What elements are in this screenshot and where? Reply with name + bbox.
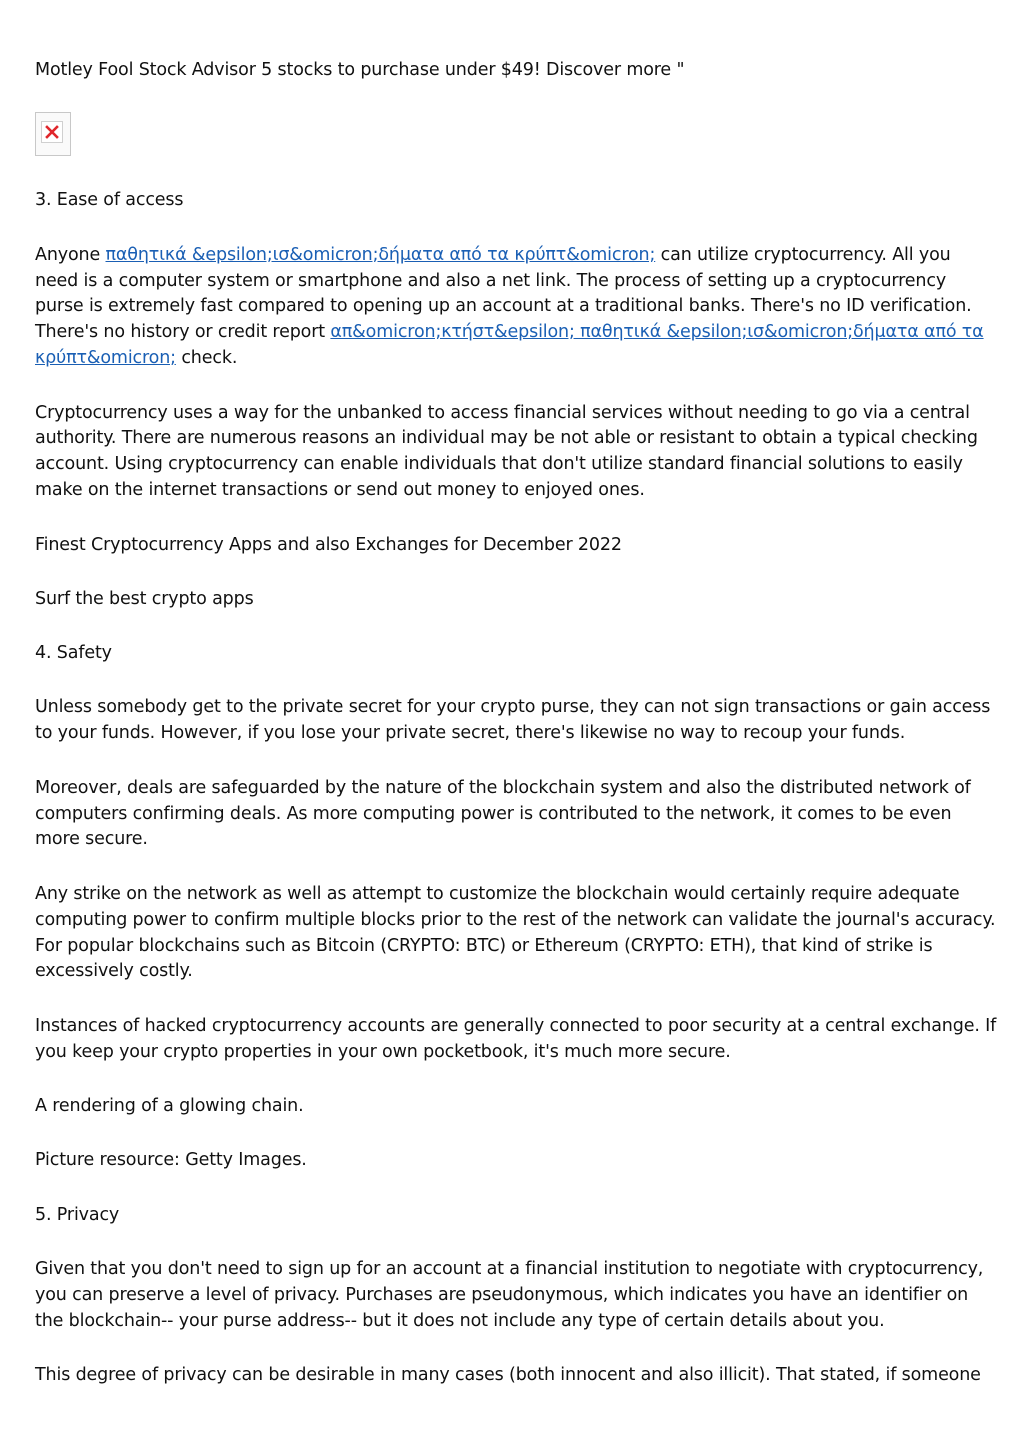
paragraph-surf-apps: Surf the best crypto apps [35, 588, 254, 609]
paragraph-blockchain-safeguard: Moreover, deals are safeguarded by the nature of the blockchain system and also the distributed network of computers confirming deals. As more computing power is contributed to the network, it comes to be even more secure. [35, 777, 971, 850]
paragraph-hacked-accounts: Instances of hacked cryptocurrency accounts are generally connected to poor security at a central exchange. If you keep your crypto properties in your own pocketbook, it's much more secure. [35, 1015, 997, 1062]
section-heading-safety: 4. Safety [35, 643, 112, 664]
section-heading-privacy: 5. Privacy [35, 1204, 120, 1225]
paragraph-best-apps: Finest Cryptocurrency Apps and also Exchanges for December 2022 [35, 534, 622, 555]
earn-passive-income-link[interactable]: απ&omicron;κτήστ&epsilon; παθητικά &epsilon;ισ&omicron;δήματα από τα κρύπτ&omicron; [35, 322, 984, 369]
passive-income-link[interactable]: παθητικά &epsilon;ισ&omicron;δήματα από τα κρύπτ&omicron; [105, 244, 656, 265]
paragraph-network-strike: Any strike on the network as well as attempt to customize the blockchain would certainly require adequate computing power to confirm multiple blocks prior to the rest of the network can validate the journal's accuracy. For popular blockchains such as Bitcoin (CRYPTO: BTC) or Ethereum (CRYPTO: ETH), that kind of strike is excessively costly. [35, 883, 996, 982]
paragraph-privacy-degree: This degree of privacy can be desirable in many cases (both innocent and also illicit). That stated, if someone [35, 1364, 981, 1385]
promo-text: Motley Fool Stock Advisor 5 stocks to purchase under $49! Discover more " [35, 60, 685, 80]
section-heading-ease-of-access: 3. Ease of access [35, 190, 184, 211]
article-body [35, 58, 997, 1417]
image-caption: A rendering of a glowing chain. [35, 1095, 304, 1116]
paragraph-private-secret: Unless somebody get to the private secret for your crypto purse, they can not sign transactions or gain access to your funds. However, if you lose your private secret, there's likewise no way to recoup your funds. [35, 697, 991, 744]
broken-image-icon [35, 112, 71, 156]
paragraph-ease-of-access: Anyone παθητικά &epsilon;ισ&omicron;δήματα από τα κρύπτ&omicron; can utilize cryptocurrency. All you need is a computer system or smartphone and also a net link. The process of setting up a cryptocurrency purse is extremely fast compared to opening up an account at a traditional banks. There's no ID verification. There's no history or credit report απ&omicron;κτήστ&epsilon; παθητικά &epsilon;ισ&omicron;δήματα από τα κρύπτ&omicron; check. [35, 244, 984, 369]
paragraph-unbanked: Cryptocurrency uses a way for the unbanked to access financial services without needing to go via a central authority. There are numerous reasons an individual may be not able or resistant to obtain a typical checking account. Using cryptocurrency can enable individuals that don't utilize standard financial solutions to easily make on the internet transactions or send out money to enjoyed ones. [35, 402, 978, 501]
image-credit: Picture resource: Getty Images. [35, 1150, 307, 1171]
paragraph-privacy: Given that you don't need to sign up for an account at a financial institution to negotiate with cryptocurrency, you can preserve a level of privacy. Purchases are pseudonymous, which indicates you have an identifier on the blockchain-- your purse address-- but it does not include any type of certain details about you. [35, 1258, 984, 1331]
